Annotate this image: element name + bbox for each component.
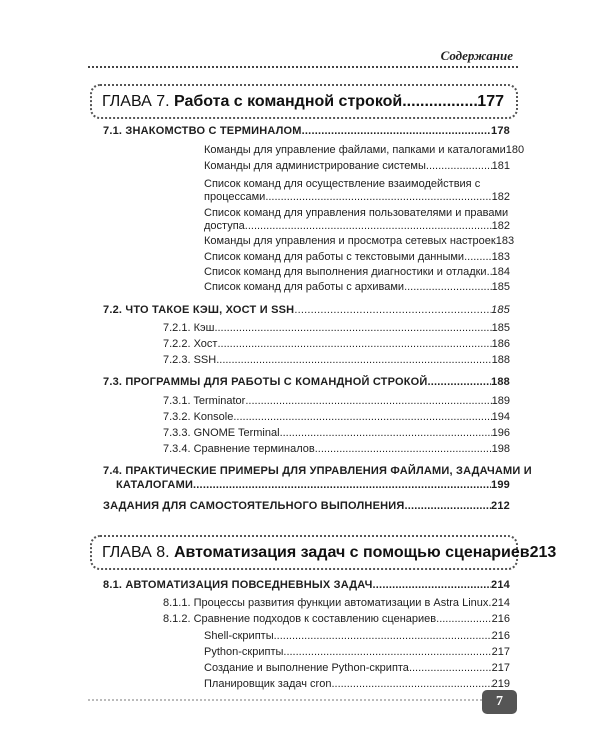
- toc-entry[interactable]: 8.1.1. Процессы развития функции автоматизации в Astra Linux ..... 214: [163, 596, 510, 610]
- section-page: 178: [491, 125, 510, 137]
- section-title: ЗАДАНИЯ ДЛЯ САМОСТОЯТЕЛЬНОГО ВЫПОЛНЕНИЯ: [103, 500, 405, 512]
- chapter-8-heading[interactable]: [90, 535, 557, 570]
- toc-section[interactable]: [103, 499, 510, 513]
- chapter-label: ГЛАВА 7.: [102, 92, 174, 110]
- toc-section[interactable]: [103, 124, 510, 138]
- chapter-page: 177: [477, 92, 504, 110]
- toc-section-line1[interactable]: 7.4. ПРАКТИЧЕСКИЕ ПРИМЕРЫ ДЛЯ УПРАВЛЕНИЯ ФАЙЛАМИ, ЗАДАЧАМИ И: [103, 465, 532, 477]
- toc-section[interactable]: [103, 578, 510, 592]
- toc-entry[interactable]: 7.3.2. Konsole ..... 194: [163, 410, 510, 424]
- running-head: Содержание: [440, 48, 513, 63]
- toc-section[interactable]: [103, 303, 510, 317]
- toc-entry[interactable]: Список команд для работы с текстовыми данными ..... 183: [204, 250, 510, 264]
- top-dotted-rule: [88, 66, 518, 68]
- leader-dots: [402, 93, 477, 111]
- section-page: 212: [491, 500, 510, 512]
- toc-entry-line1[interactable]: Список команд для управления пользователями и правами: [204, 207, 509, 219]
- toc-entry[interactable]: 7.2.1. Кэш ..... 185: [163, 321, 510, 335]
- toc-section[interactable]: [116, 478, 510, 492]
- toc-entry[interactable]: Команды для администрирование системы ..... 181: [204, 159, 510, 173]
- section-title: 7.3. ПРОГРАММЫ ДЛЯ РАБОТЫ С КОМАНДНОЙ СТРОКОЙ: [103, 376, 428, 388]
- section-page: 185: [491, 304, 510, 316]
- toc-entry[interactable]: доступа ..... 182: [204, 219, 510, 233]
- toc-entry[interactable]: 7.2.3. SSH ..... 188: [163, 353, 510, 367]
- section-title: 7.1. ЗНАКОМСТВО С ТЕРМИНАЛОМ: [103, 125, 302, 137]
- toc-entry[interactable]: 8.1.2. Сравнение подходов к составлению сценариев ..... 216: [163, 612, 510, 626]
- toc-entry[interactable]: 7.3.3. GNOME Terminal ..... 196: [163, 426, 510, 440]
- section-title: 8.1. АВТОМАТИЗАЦИЯ ПОВСЕДНЕВНЫХ ЗАДАЧ: [103, 579, 373, 591]
- toc-entry[interactable]: Список команд для выполнения диагностики и отладки ..... 184: [204, 265, 510, 279]
- section-title: КАТАЛОГАМИ: [116, 479, 194, 491]
- toc-entry[interactable]: 7.3.1. Terminator ..... 189: [163, 394, 510, 408]
- toc-section[interactable]: [103, 375, 510, 389]
- toc-entry-line1[interactable]: Список команд для осуществление взаимодействия с: [204, 178, 481, 190]
- toc-entry[interactable]: 7.2.2. Хост ..... 186: [163, 337, 510, 351]
- toc-entry[interactable]: Команды для управление файлами, папками и каталогами 180: [204, 144, 525, 156]
- chapter-title: Автоматизация задач с помощью сценариев: [173, 543, 530, 561]
- toc-entry[interactable]: Shell-скрипты ..... 216: [204, 629, 510, 643]
- section-page: 214: [491, 579, 510, 591]
- toc-entry[interactable]: Список команд для работы с архивами ..... 185: [204, 280, 510, 294]
- section-title: 7.2. ЧТО ТАКОЕ КЭШ, ХОСТ И SSH: [103, 304, 295, 316]
- chapter-title: Работа с командной строкой: [173, 92, 403, 110]
- toc-entry[interactable]: Команды для управления и просмотра сетевых настроек 183: [204, 235, 515, 247]
- toc-entry[interactable]: Планировщик задач cron ..... 219: [204, 677, 510, 691]
- toc-entry[interactable]: Python-скрипты ..... 217: [204, 645, 510, 659]
- bottom-dotted-rule: [88, 699, 490, 701]
- chapter-7-heading[interactable]: [90, 84, 518, 119]
- chapter-label: ГЛАВА 8.: [102, 543, 174, 561]
- chapter-page: 213: [529, 543, 557, 561]
- toc-entry[interactable]: 7.3.4. Сравнение терминалов ..... 198: [163, 442, 510, 456]
- section-page: 188: [491, 376, 510, 388]
- toc-entry[interactable]: Создание и выполнение Python-скрипта ..... 217: [204, 661, 510, 675]
- toc-entry[interactable]: процессами ..... 182: [204, 190, 510, 204]
- page-number: 7: [482, 690, 517, 714]
- section-page: 199: [491, 479, 510, 491]
